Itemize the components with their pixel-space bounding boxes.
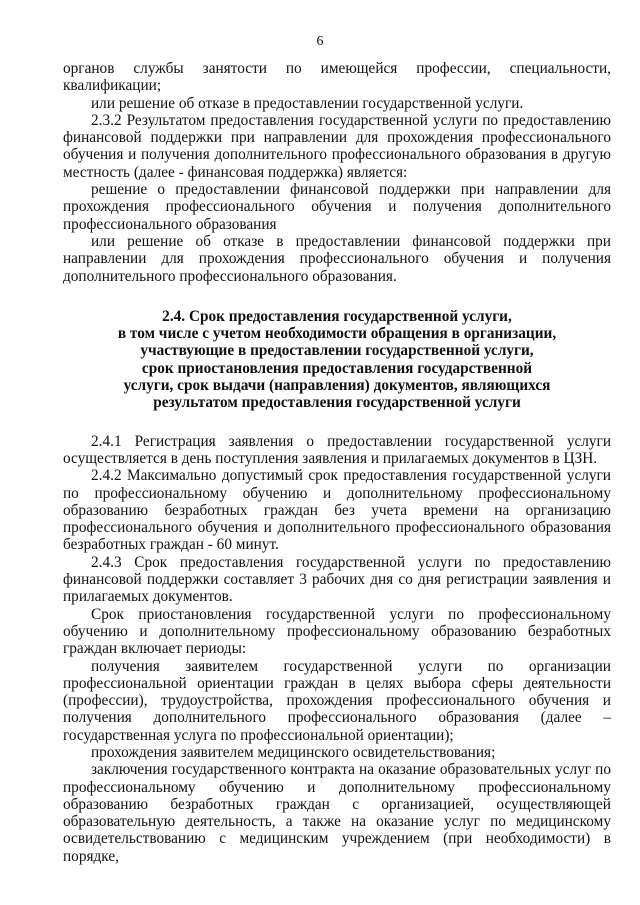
paragraph: прохождения заявителем медицинского освидетельствования; bbox=[91, 743, 496, 761]
page-number: 6 bbox=[316, 34, 324, 49]
paragraph: органов службы занятости по имеющейся профессии, специальности, квалификации; bbox=[63, 60, 611, 95]
paragraph: 2.4.2 Максимально допустимый срок предоставления государственной услуги по профессиональному обучению и дополнительному профессиональному образованию безработных граждан без учета времени на организацию профессионального обучения и дополнительного профессионального образования безработных граждан - 60 минут. bbox=[63, 467, 611, 554]
heading-line: в том числе с учетом необходимости обращения в организации, bbox=[117, 325, 557, 343]
paragraph: решение о предоставлении финансовой поддержки при направлении для прохождения профессионального обучения и получения дополнительного профессионального образования bbox=[63, 181, 611, 233]
paragraph: получения заявителем государственной услуги по организации профессиональной ориентации граждан в целях выбора сферы деятельности (профессии), трудоустройства, прохождения профессионального обучения и получения дополнительного профессионального образования (далее – государственная услуга по профессиональной ориентации); bbox=[63, 657, 611, 744]
document-body bbox=[63, 60, 611, 865]
paragraph: или решение об отказе в предоставлении государственной услуги. bbox=[91, 94, 524, 112]
paragraph: 2.4.3 Срок предоставления государственной услуги по предоставлению финансовой поддержки составляет 3 рабочих дня со дня регистрации заявления и прилагаемых документов. bbox=[63, 553, 611, 606]
heading-line: услуги, срок выдачи (направления) документов, являющихся bbox=[123, 377, 551, 395]
paragraph: или решение об отказе в предоставлении финансовой поддержки при направлении для прохождения профессионального обучения и получения дополнительного профессионального образования. bbox=[63, 232, 611, 285]
paragraph: 2.3.2 Результатом предоставления государственной услуги по предоставлению финансовой поддержки при направлении для прохождения профессионального обучения и получения дополнительного профессионального образования в другую местность (далее - финансовая поддержка) является: bbox=[63, 111, 611, 181]
heading-line: результатом предоставления государственной услуги bbox=[153, 394, 521, 412]
heading-line: участвующие в предоставлении государственной услуги, bbox=[140, 342, 534, 360]
heading-line: срок приостановления предоставления государственной bbox=[141, 359, 533, 377]
paragraph: 2.4.1 Регистрация заявления о предоставлении государственной услуги осуществляется в день поступления заявления и прилагаемых документов в ЦЗН. bbox=[63, 432, 611, 467]
paragraph: заключения государственного контракта на оказание образовательных услуг по профессиональному обучению и дополнительному профессиональному образованию безработных граждан с организацией, осуществляющей образовательную деятельность, а также на оказание услуг по медицинскому освидетельствованию с медицинским учреждением (при необходимости) в порядке, bbox=[63, 761, 611, 865]
heading-line: 2.4. Срок предоставления государственной услуги, bbox=[162, 307, 512, 325]
section-heading bbox=[63, 308, 611, 412]
paragraph: Срок приостановления государственной услуги по профессиональному обучению и дополнительному профессиональному образованию безработных граждан включает периоды: bbox=[63, 605, 611, 658]
